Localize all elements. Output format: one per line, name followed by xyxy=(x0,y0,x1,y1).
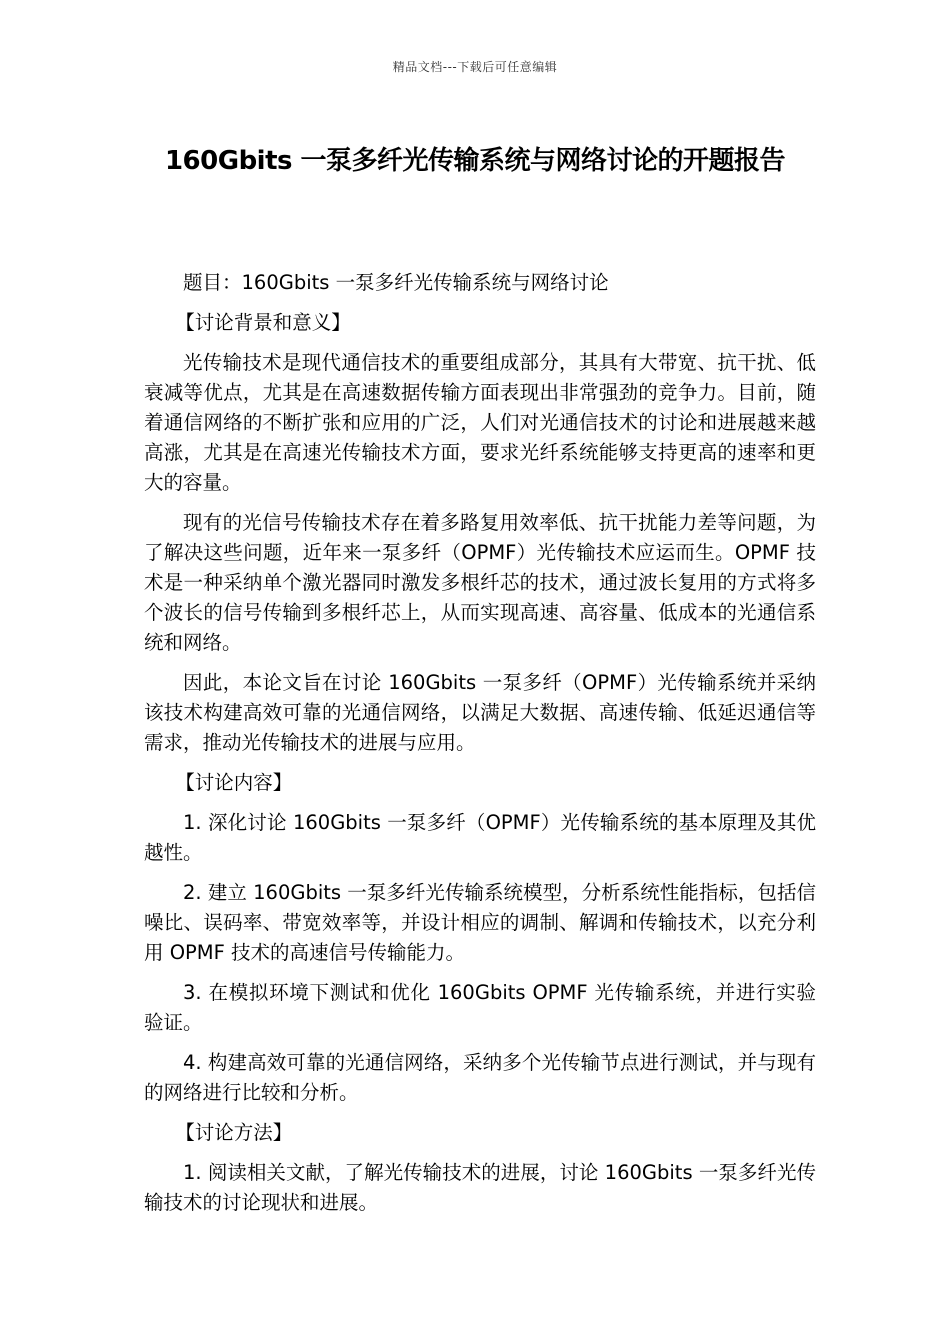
page-header: 精品文档---下载后可任意编辑 xyxy=(392,60,558,74)
topic-line: 题目：160Gbits 一泵多纤光传输系统与网络讨论 xyxy=(183,271,609,294)
content-heading: 【讨论内容】 xyxy=(175,771,293,794)
background-heading: 【讨论背景和意义】 xyxy=(175,311,351,334)
background-paragraph: 光传输技术是现代通信技术的重要组成部分，其具有大带宽、抗干扰、低衰减等优点，尤其是在高速数据传输方面表现出非常强劲的竞争力。目前，随着通信网络的不断扩张和应用的广泛，人们对光通信技术的讨论和进展越来越高涨，尤其是在高速光传输技术方面，要求光纤系统能够支持更高的速率和更大的容量。 xyxy=(144,351,816,494)
background-paragraph: 现有的光信号传输技术存在着多路复用效率低、抗干扰能力差等问题，为了解决这些问题，近年来一泵多纤（OPMF）光传输技术应运而生。OPMF 技术是一种采纳单个激光器同时激发多根纤芯的技术，通过波长复用的方式将多个波长的信号传输到多根纤芯上，从而实现高速、高容量、低成本的光通信系统和网络。 xyxy=(144,511,816,654)
document-title: 160Gbits 一泵多纤光传输系统与网络讨论的开题报告 xyxy=(164,146,786,176)
content-item: 2. 建立 160Gbits 一泵多纤光传输系统模型，分析系统性能指标，包括信噪比、误码率、带宽效率等，并设计相应的调制、解调和传输技术，以充分利用 OPMF 技术的高速信号传输能力。 xyxy=(144,881,816,964)
document-body xyxy=(144,268,816,1228)
background-paragraph: 因此，本论文旨在讨论 160Gbits 一泵多纤（OPMF）光传输系统并采纳该技术构建高效可靠的光通信网络，以满足大数据、高速传输、低延迟通信等需求，推动光传输技术的进展与应用。 xyxy=(144,671,816,754)
method-item: 1. 阅读相关文献，了解光传输技术的进展，讨论 160Gbits 一泵多纤光传输技术的讨论现状和进展。 xyxy=(144,1161,816,1214)
content-item: 3. 在模拟环境下测试和优化 160Gbits OPMF 光传输系统，并进行实验验证。 xyxy=(144,981,816,1034)
content-item: 1. 深化讨论 160Gbits 一泵多纤（OPMF）光传输系统的基本原理及其优越性。 xyxy=(144,811,816,864)
content-item: 4. 构建高效可靠的光通信网络，采纳多个光传输节点进行测试，并与现有的网络进行比较和分析。 xyxy=(144,1051,816,1104)
method-heading: 【讨论方法】 xyxy=(175,1121,293,1144)
